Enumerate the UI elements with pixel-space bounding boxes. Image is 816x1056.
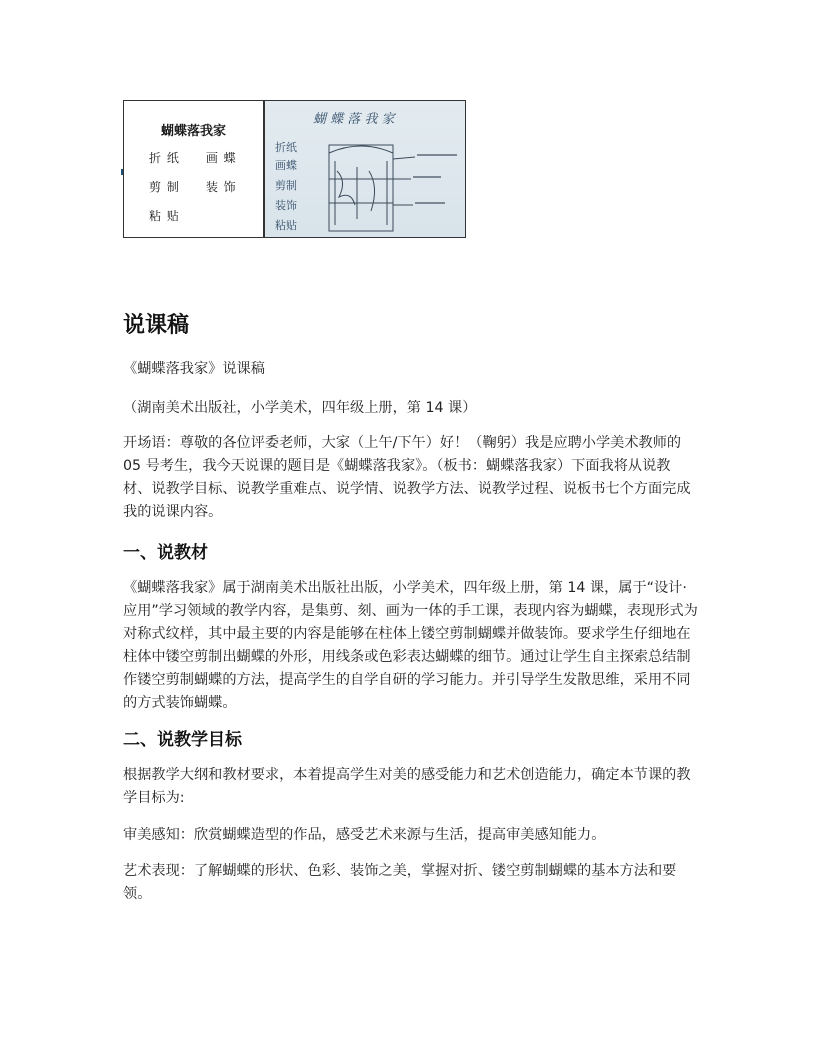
sketch-annotations [413,154,457,204]
board-figure [123,100,465,238]
board-item: 画 蝶 [205,151,237,165]
intro-paragraph: 开场语：尊敬的各位评委老师，大家（上午/下午）好！（鞠躬）我是应聘小学美术教师的 05 号考生，我今天说课的题目是《蝴蝶落我家》。（板书：蝴蝶落我家）下面我将从说教材、说教学目标、说教学重难点、说学情、说教学方法、说教学过程、说板书七个方面完成我的说课内容。 [123,435,691,520]
handwritten-item: 画蝶 [275,159,297,172]
publisher-line: （湖南美术出版社，小学美术，四年级上册，第 14 课） [123,400,477,416]
board-item: 粘 贴 [149,209,180,223]
board-item: 装 饰 [205,180,237,194]
goal-paragraph: 审美感知：欣赏蝴蝶造型的作品，感受艺术来源与生活，提高审美感知能力。 [123,827,606,843]
board-title: 蝴蝶落我家 [160,124,226,139]
goal-paragraph: 艺术表现：了解蝴蝶的形状、色彩、装饰之美，掌握对折、镂空剪制蝴蝶的基本方法和要领。 [123,863,677,902]
handwritten-item: 折纸 [275,141,297,154]
lesson-subtitle: 《蝴蝶落我家》说课稿 [123,361,265,377]
section-heading: 二、说教学目标 [123,730,242,750]
board-row [149,178,237,195]
margin-mark [121,169,123,175]
handwritten-item: 粘贴 [275,219,297,232]
cylinder-sketch [329,145,415,231]
handwritten-board-photo [264,100,466,238]
section-paragraph: 《蝴蝶落我家》属于湖南美术出版社出版，小学美术，四年级上册，第 14 课，属于“设计·应用”学习领域的教学内容，是集剪、刻、画为一体的手工课，表现内容为蝴蝶，表现形式为对称式纹样，其中最主要的内容是能够在柱体上镂空剪制蝴蝶并做装饰。要求学生仔细地在柱体中镂空剪制出蝴蝶的外形，用线条或色彩表达蝴蝶的细节。通过让学生自主探索总结制作镂空剪制蝴蝶的方法，提高学生的自学自研的学习能力。并引导学生发散思维，采用不同的方式装饰蝴蝶。 [123,580,698,711]
handwritten-title: 蝴 蝶 落 我 家 [313,112,395,127]
board-item: 折 纸 [149,151,180,165]
board-row [149,207,206,224]
board-row [149,149,237,166]
handwritten-item: 剪制 [275,179,297,192]
section-paragraph: 根据教学大纲和教材要求，本着提高学生对美的感受能力和艺术创造能力，确定本节课的教学目标为: [123,767,691,806]
typed-board [123,100,264,238]
page-title: 说课稿 [123,313,190,338]
handwritten-item: 装饰 [275,199,297,212]
section-heading: 一、说教材 [123,543,208,563]
board-item: 剪 制 [149,180,180,194]
sketch-svg [265,101,465,237]
